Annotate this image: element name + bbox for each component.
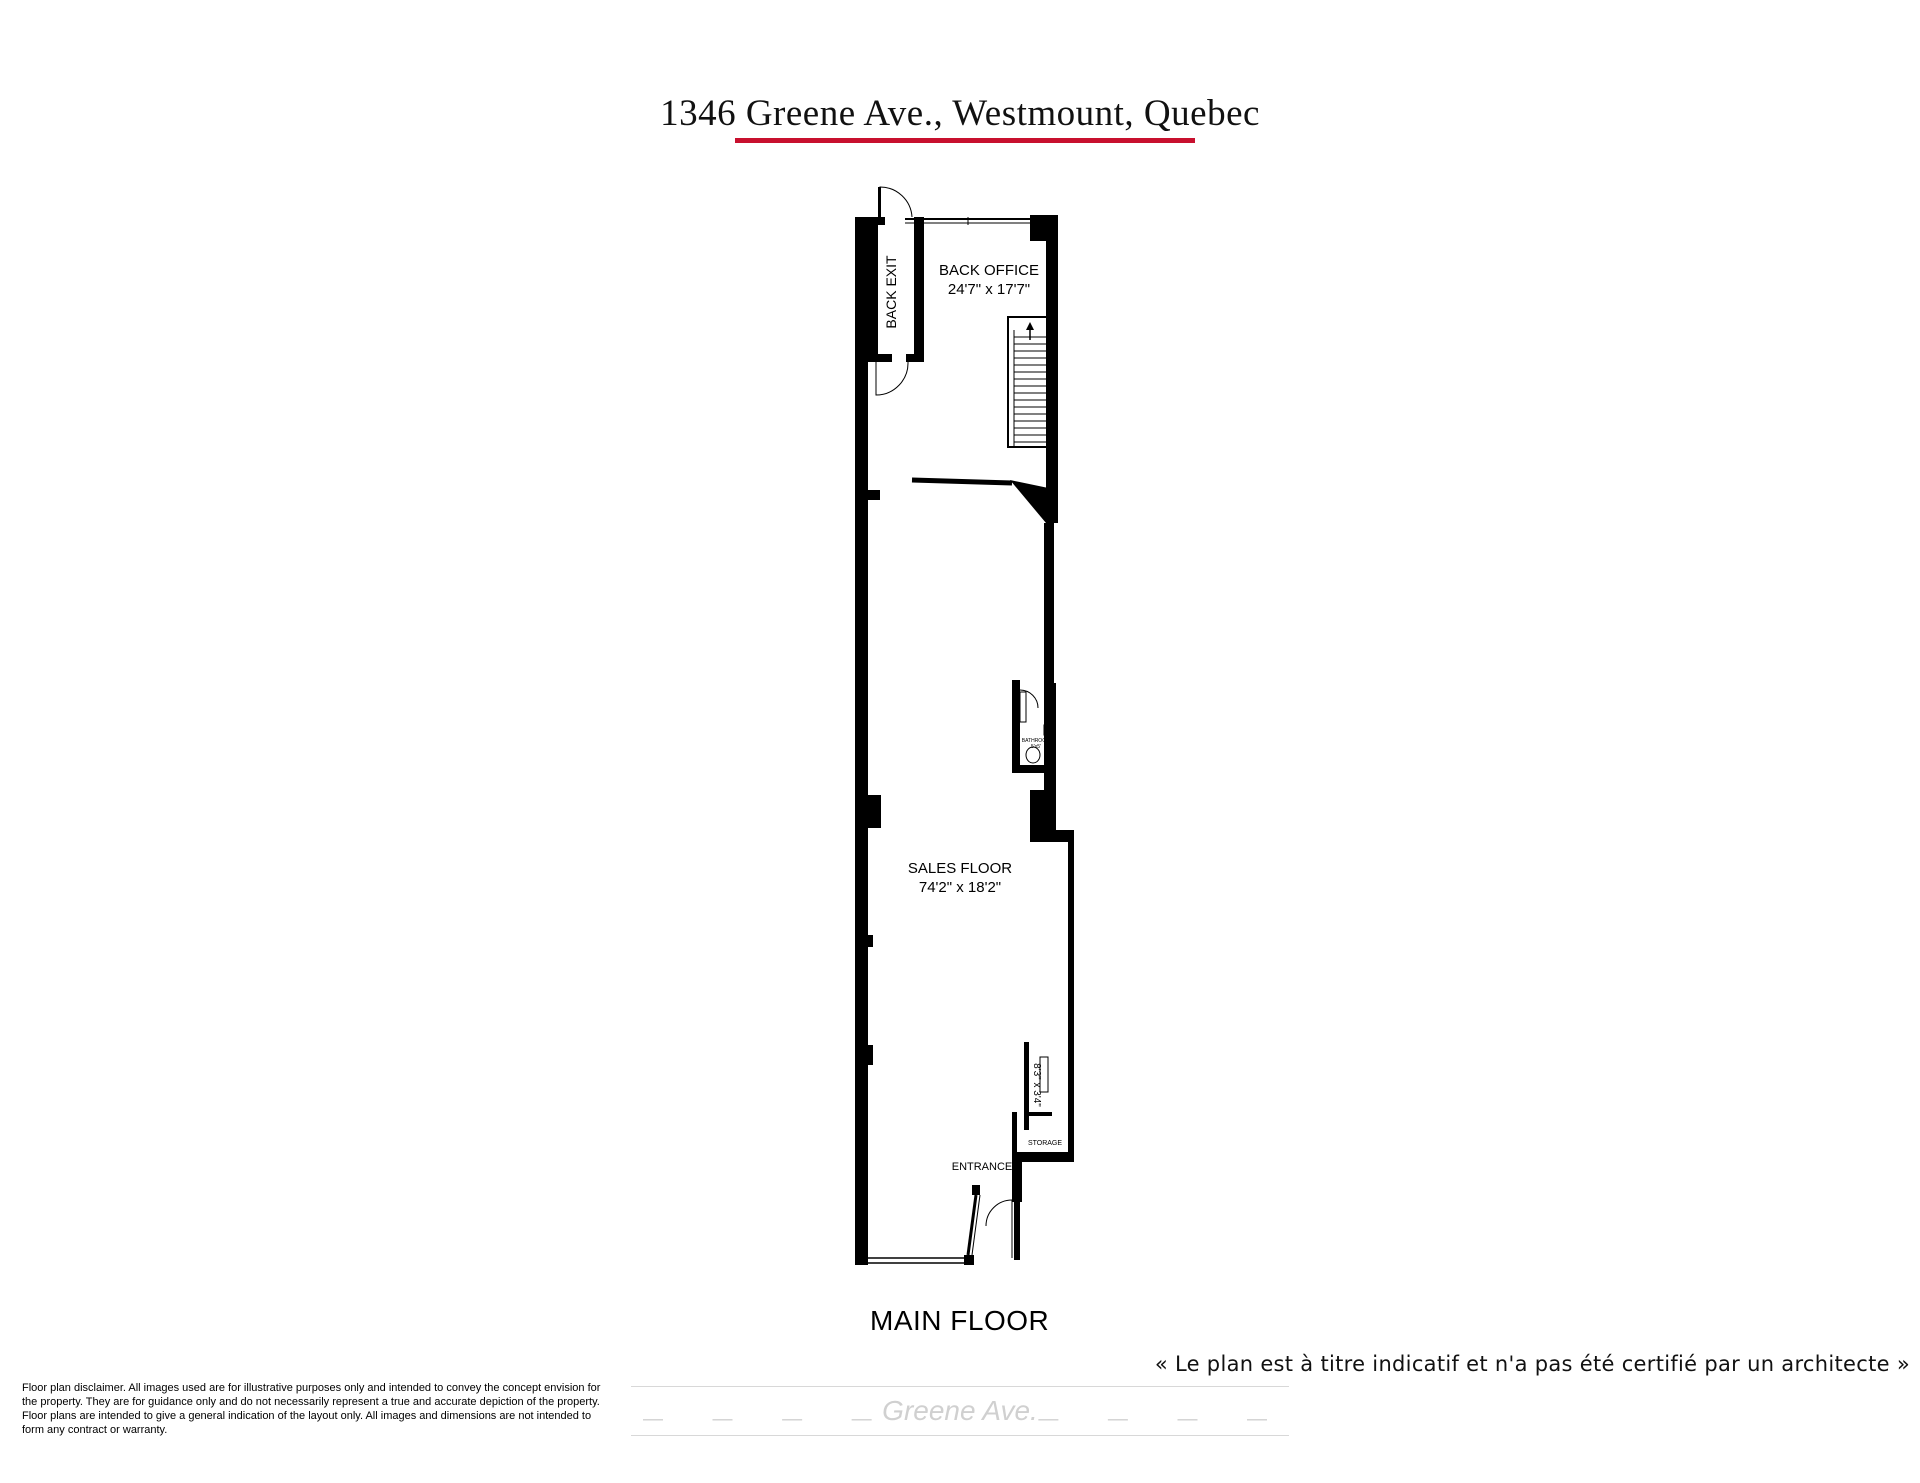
closet-wall	[1024, 1042, 1029, 1130]
french-disclaimer: « Le plan est à titre indicatif et n'a pas été certifié par un architecte »	[1154, 1352, 1910, 1376]
street-dashes-right: — — — —	[1038, 1408, 1289, 1430]
street-name: Greene Ave.	[882, 1395, 1038, 1426]
left-pillar-1	[855, 795, 881, 828]
room-dims-closet: 8'3" x 3'4"	[1031, 1063, 1042, 1107]
room-dims-sales-floor: 74'2" x 18'2"	[918, 879, 1002, 896]
bathroom-door	[1020, 690, 1038, 708]
right-wall-lower	[1068, 830, 1074, 1160]
storefront-angled-glass	[968, 1195, 976, 1255]
back-exit-bottom-door	[876, 362, 908, 395]
right-wall-middle	[1044, 523, 1054, 683]
disclaimer-text: Floor plan disclaimer. All images used are for illustrative purposes only and intended to convey the concept envision for the property. They are for guidance only and do not necessarily represent a true and accurate depiction of the property. Floor plans are intended to give a general indication of the layout only. All images and dimensions are not intended to form any contract or warranty.	[22, 1382, 601, 1436]
room-dims-bathroom: 5'x5'	[1031, 744, 1041, 750]
stair-treads	[1014, 337, 1048, 442]
room-label-back-office: BACK OFFICE	[938, 262, 1040, 279]
street-indicator	[631, 1386, 1289, 1436]
room-label-storage: STORAGE	[1027, 1140, 1063, 1147]
back-exit-top-door	[880, 187, 912, 217]
entrance-door-swing	[986, 1200, 1012, 1226]
back-exit-wall	[914, 217, 924, 361]
room-label-entrance: ENTRANCE	[951, 1161, 1013, 1173]
room-label-bathroom: BATHROOM	[1021, 738, 1051, 744]
street-dashes-left: — — — —	[643, 1408, 894, 1430]
room-label-sales-floor: SALES FLOOR	[907, 860, 1013, 877]
room-label-back-exit: BACK EXIT	[883, 255, 899, 329]
page-title: 1346 Greene Ave., Westmount, Quebec	[660, 93, 1260, 134]
room-dims-back-office: 24'7" x 17'7"	[947, 281, 1031, 298]
bathroom-wall	[1012, 680, 1020, 770]
left-wall	[855, 217, 868, 1265]
floor-caption: MAIN FLOOR	[870, 1305, 1050, 1336]
back-office-wall	[912, 480, 1012, 483]
